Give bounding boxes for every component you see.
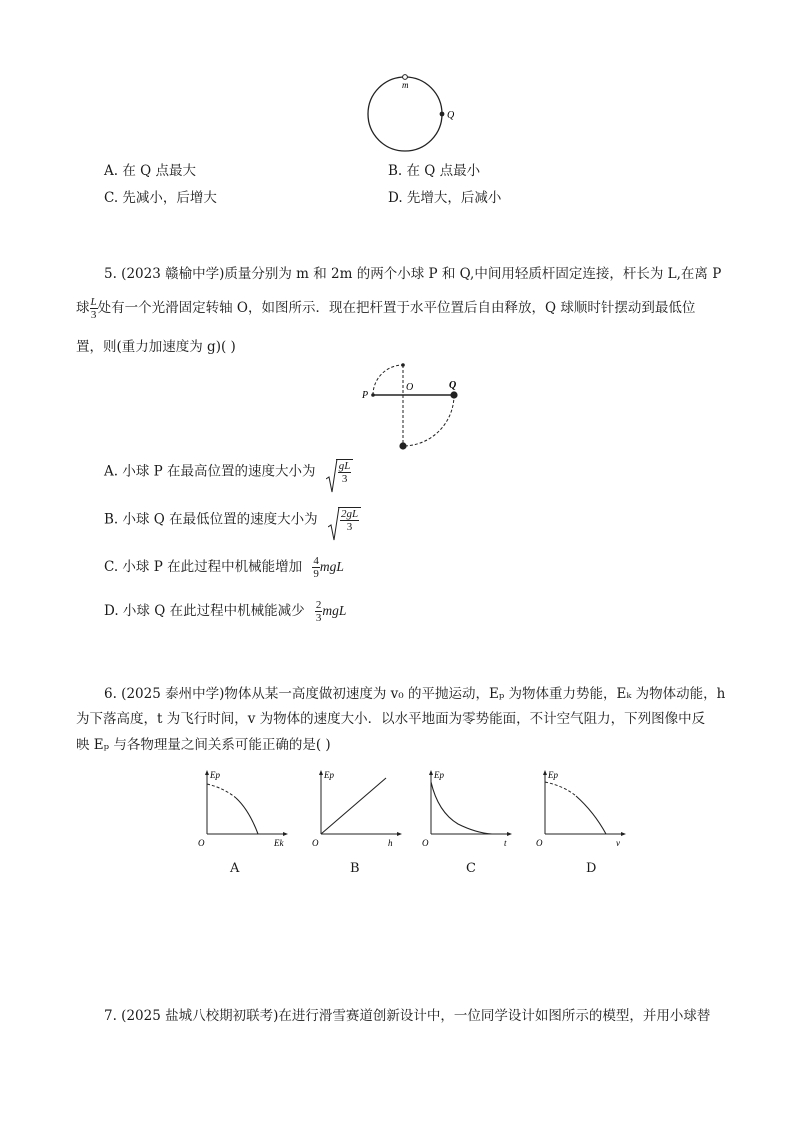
q4-ball-top [403, 75, 408, 80]
q5-option-d: D. 小球 Q 在此过程中机械能减少 $\frac{2}{3}$ mgL [104, 599, 347, 624]
q5-stem-line3: 置，则(重力加速度为 g)( ) [76, 339, 236, 355]
q6-graph-d-curve-solid [576, 796, 606, 834]
q6-graph-a-curve-dashed [207, 784, 236, 798]
q4-label-q: Q [447, 110, 455, 121]
q5-stem-fraction: $\frac{L}{3}$ [90, 296, 97, 321]
q4-point-q [440, 112, 445, 117]
q4-option-c: C. 先减小，后增大 [104, 190, 217, 206]
q6-stem-line2: 为下落高度，t 为飞行时间，v 为物体的速度大小．以水平地面为零势能面，不计空气阻力，下列图像中反 [76, 711, 706, 727]
q6-graph-d [532, 768, 632, 858]
q6-graph-a [194, 768, 294, 858]
q7-stem-line1: 7. (2025 盐城八校期初联考)在进行滑雪赛道创新设计中，一位同学设计如图所示的模型，并用小球替 [104, 1008, 711, 1024]
q6-graph-a-curve-solid [236, 798, 258, 834]
q4-circle-figure [360, 68, 470, 158]
q5-ball-top [401, 363, 405, 367]
q6-graph-d-origin: O [536, 838, 543, 848]
q5-option-c-text: C. 小球 P 在此过程中机械能增加 [104, 559, 303, 575]
q6-stem-line3: 映 Eₚ 与各物理量之间关系可能正确的是( ) [76, 737, 331, 753]
q6-graph-b-line [321, 778, 386, 834]
q6-graph-b-xlabel: h [388, 838, 393, 848]
q5-option-b-sqrt: $\frac{2gL}{3}$ [328, 507, 361, 533]
q4-option-b: B. 在 Q 点最小 [388, 163, 481, 179]
q6-graph-a-origin: O [198, 838, 205, 848]
q6-graph-d-curve-dashed [545, 782, 576, 796]
q5-option-d-text: D. 小球 Q 在此过程中机械能减少 [104, 603, 305, 619]
q6-graph-b-origin: O [312, 838, 319, 848]
q6-caption-a: A [230, 861, 240, 876]
q5-option-a-sqrt: $\frac{gL}{3}$ [326, 459, 354, 485]
q5-option-a [104, 459, 353, 485]
q5-ball-bottom [399, 442, 406, 449]
q5-stem-line2-post: 处有一个光滑固定转轴 O，如图所示．现在把杆置于水平位置后自由释放，Q 球顺时针摆动到最低位 [97, 300, 696, 316]
q5-arc-q [403, 395, 454, 446]
q6-stem-line1: 6. (2025 泰州中学)物体从某一高度做初速度为 v₀ 的平抛运动，Eₚ 为物体重力势能，Eₖ 为物体动能，h [104, 686, 726, 702]
q6-graph-a-ylabel: Ep [210, 770, 220, 780]
q5-arc-p [373, 365, 403, 395]
q6-graph-c-origin: O [422, 838, 429, 848]
q5-ball-q [450, 391, 457, 398]
q6-graph-b [308, 768, 408, 858]
q5-stem-line1: 5. (2023 赣榆中学)质量分别为 m 和 2m 的两个小球 P 和 Q,中间用轻质杆固定连接，杆长为 L,在离 P [104, 266, 722, 282]
q5-stem-line2-pre: 球 [76, 300, 90, 316]
q6-caption-c: C [466, 861, 476, 876]
q5-rod-figure [356, 360, 466, 456]
q4-label-m: m [402, 80, 409, 90]
q6-graph-b-ylabel: Ep [324, 770, 334, 780]
q6-graph-c-curve [431, 782, 492, 834]
q6-graph-a-xlabel: Ek [274, 838, 284, 848]
q6-graph-c-xlabel: t [504, 838, 507, 848]
q4-option-d: D. 先增大，后减小 [388, 190, 502, 206]
q5-option-b-text: B. 小球 Q 在最低位置的速度大小为 [104, 511, 318, 528]
q5-ball-p [371, 393, 375, 397]
q6-caption-d: D [586, 861, 597, 876]
q6-graph-c [418, 768, 518, 858]
q5-option-c: C. 小球 P 在此过程中机械能增加 $\frac{4}{9}$ mgL [104, 555, 344, 580]
q6-graph-c-ylabel: Ep [434, 770, 444, 780]
q5-option-b [104, 507, 361, 533]
q5-label-p: P [362, 390, 369, 401]
q5-stem-line2 [76, 296, 695, 321]
q5-label-q: Q [449, 380, 457, 391]
q6-graph-d-ylabel: Ep [548, 770, 558, 780]
q5-label-o: O [406, 382, 414, 393]
q6-graph-d-xlabel: v [616, 838, 620, 848]
q6-caption-b: B [350, 861, 360, 876]
q4-option-a: A. 在 Q 点最大 [104, 163, 196, 179]
q5-option-a-text: A. 小球 P 在最高位置的速度大小为 [104, 463, 316, 480]
